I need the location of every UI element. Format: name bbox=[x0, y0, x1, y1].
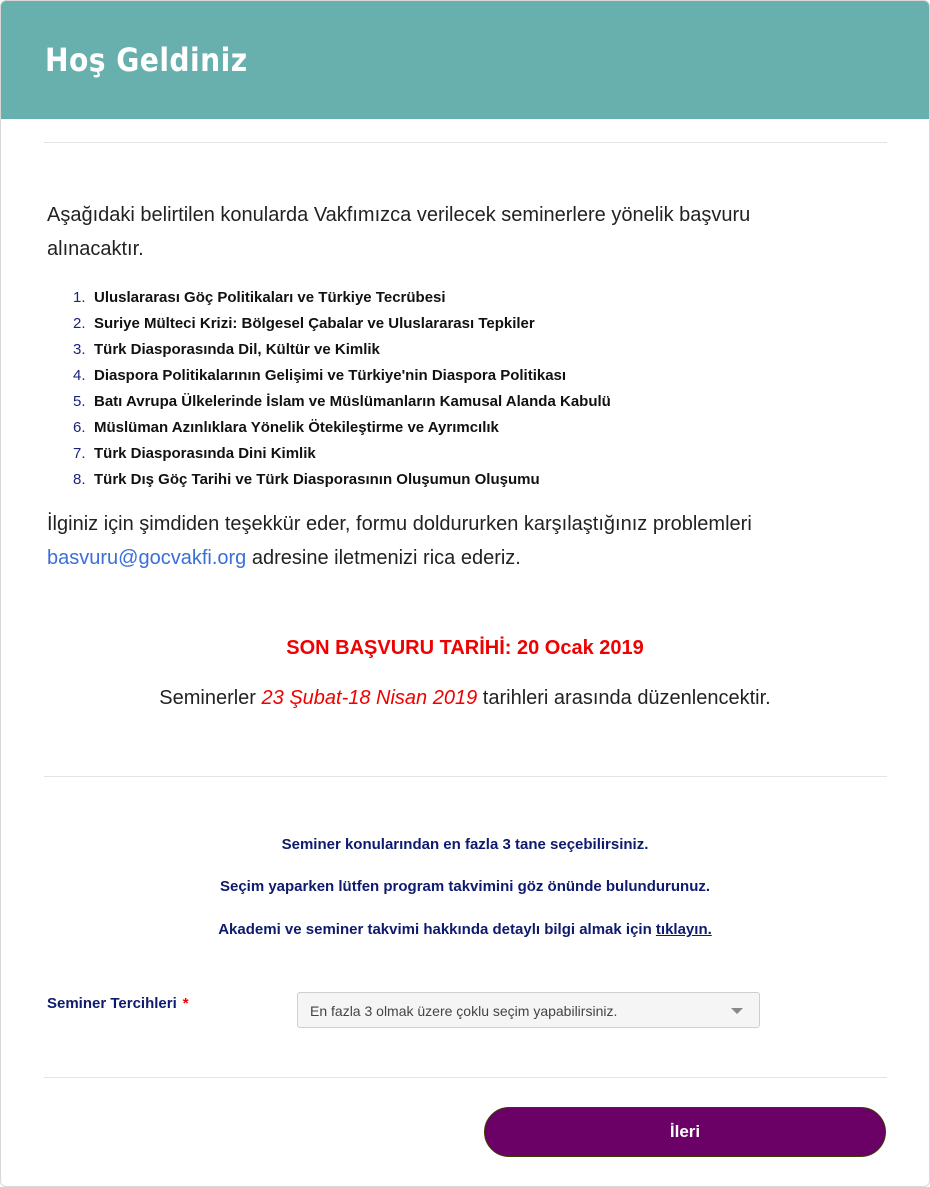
schedule-note: Seçim yaparken lütfen program takvimini göz önünde bulundurunuz. bbox=[219, 878, 711, 895]
list-item: 6. Müslüman Azınlıklara Yönelik Ötekileştirme ve Ayrımcılık bbox=[73, 415, 611, 441]
list-item: 5. Batı Avrupa Ülkelerinde İslam ve Müslümanların Kamusal Alanda Kabulü bbox=[73, 389, 611, 415]
chevron-down-icon bbox=[731, 1008, 743, 1014]
list-item: 7. Türk Diasporasında Dini Kimlik bbox=[73, 441, 611, 467]
seminar-preferences-select[interactable] bbox=[297, 992, 760, 1028]
list-item: 3. Türk Diasporasında Dil, Kültür ve Kimlik bbox=[73, 337, 611, 363]
list-item: 8. Türk Dış Göç Tarihi ve Türk Diasporasının Oluşumun Oluşumu bbox=[73, 467, 611, 493]
details-note: Akademi ve seminer takvimi hakkında detaylı bilgi almak için tıklayın. bbox=[218, 921, 712, 938]
details-link[interactable]: tıklayın. bbox=[655, 921, 712, 938]
page-title: Hoş Geldiniz bbox=[45, 41, 248, 79]
list-item: 1. Uluslararası Göç Politikaları ve Türkiye Tecrübesi bbox=[73, 285, 611, 311]
topic-label: Türk Diasporasında Dil, Kültür ve Kimlik bbox=[94, 341, 380, 358]
divider bbox=[44, 1077, 887, 1078]
topic-label: Batı Avrupa Ülkelerinde İslam ve Müslümanların Kamusal Alanda Kabulü bbox=[94, 393, 611, 410]
select-placeholder: En fazla 3 olmak üzere çoklu seçim yapabilirsiniz. bbox=[310, 1003, 618, 1019]
deadline-text: SON BAŞVURU TARİHİ: 20 Ocak 2019 bbox=[286, 637, 644, 659]
topic-label: Uluslararası Göç Politikaları ve Türkiye Tecrübesi bbox=[94, 289, 446, 306]
topic-list bbox=[73, 285, 611, 493]
topic-label: Türk Dış Göç Tarihi ve Türk Diasporasının Oluşumun Oluşumu bbox=[94, 471, 540, 488]
topic-label: Türk Diasporasında Dini Kimlik bbox=[94, 445, 316, 462]
topic-label: Müslüman Azınlıklara Yönelik Ötekileştirme ve Ayrımcılık bbox=[94, 419, 499, 436]
intro-text: Aşağıdaki belirtilen konularda Vakfımızca verilecek seminerlere yönelik başvuru alınacaktır. bbox=[47, 204, 751, 260]
thanks-text: İlginiz için şimdiden teşekkür eder, formu doldururken karşılaştığınız problemleri basvuru@gocvakfi.org adresine iletmenizi rica ederiz. bbox=[47, 513, 752, 569]
list-item: 2. Suriye Mülteci Krizi: Bölgesel Çabalar ve Uluslararası Tepkiler bbox=[73, 311, 611, 337]
header-bar bbox=[1, 1, 929, 119]
max-selection-note: Seminer konularından en fazla 3 tane seçebilirsiniz. bbox=[281, 836, 649, 853]
divider bbox=[44, 142, 887, 143]
date-range: 23 Şubat-18 Nisan 2019 bbox=[261, 687, 478, 709]
email-link[interactable]: basvuru@gocvakfi.org bbox=[47, 547, 247, 569]
next-button[interactable]: İleri bbox=[484, 1107, 886, 1157]
divider bbox=[44, 776, 887, 777]
list-item: 4. Diaspora Politikalarının Gelişimi ve Türkiye'nin Diaspora Politikası bbox=[73, 363, 611, 389]
seminer-tercihleri-label: Seminer Tercihleri * bbox=[47, 995, 189, 1012]
topic-label: Diaspora Politikalarının Gelişimi ve Türkiye'nin Diaspora Politikası bbox=[94, 367, 567, 384]
topic-label: Suriye Mülteci Krizi: Bölgesel Çabalar ve Uluslararası Tepkiler bbox=[94, 315, 535, 332]
seminar-dates-text: Seminerler 23 Şubat-18 Nisan 2019 tarihleri arasında düzenlencektir. bbox=[159, 687, 771, 709]
required-mark: * bbox=[182, 995, 189, 1012]
